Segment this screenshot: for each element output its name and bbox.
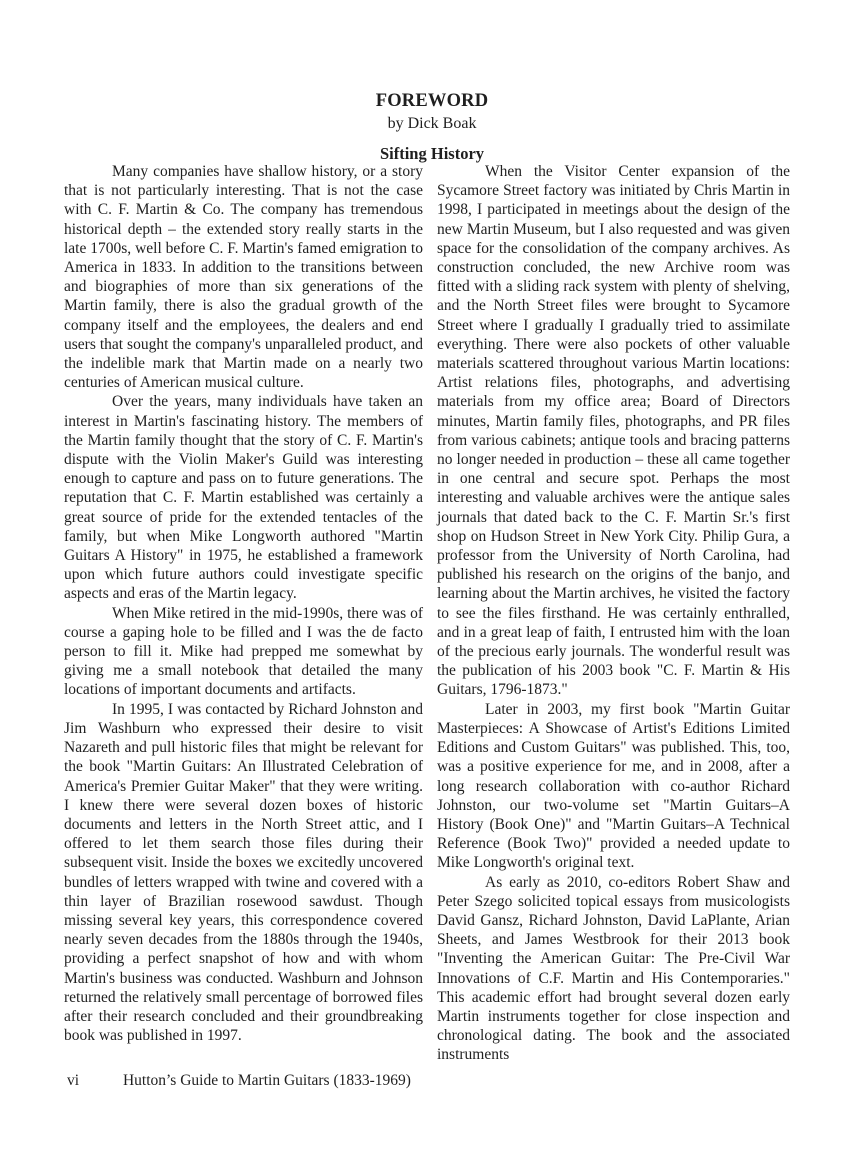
page-number: vi bbox=[67, 1072, 80, 1089]
paragraph: When Mike retired in the mid-1990s, there was of course a gaping hole to be filled and I was the de facto person to fill it. Mike had prepped me somewhat by giving me a small notebook that detailed the many locations of important documents and artifacts. bbox=[64, 604, 423, 699]
paragraph: Many companies have shallow history, or a story that is not particularly interesting. That is not the case with C. F. Martin & Co. The company has tremendous historical depth – the extended story really starts in the late 1700s, well before C. F. Martin's famed emigration to America in 1833. In addition to the transitions between and biographies of more than six generations of the Martin family, there is also the gradual growth of the company itself and the employees, the dealers and end users that sought the company's unparalleled product, and the indelible mark that Martin made on a nearly two centuries of American musical culture. bbox=[64, 163, 423, 392]
paragraph: Later in 2003, my first book "Martin Guitar Masterpieces: A Showcase of Artist's Editions Limited Editions and Custom Guitars" was published. This, too, was a positive experience for me, and in 2008, after a long research collaboration with co-author Richard Johnston, our two-volume set "Martin Guitars–A History (Book One)" and "Martin Guitars–A Technical Reference (Book Two)" provided a needed update to Mike Longworth's original text. bbox=[437, 700, 790, 872]
paragraph: In 1995, I was contacted by Richard Johnston and Jim Washburn who expressed their desire to visit Nazareth and pull historic files that might be relevant for the book "Martin Guitars: An Illustrated Celebration of America's Premier Guitar Maker" that they were writing. I knew there were several dozen boxes of historic documents and letters in the North Street attic, and I offered to let them search those files during their subsequent visit. Inside the boxes we excitedly uncovered bundles of letters wrapped with twine and covered with a thin layer of Brazilian rosewood sawdust. Though missing several key years, this correspondence covered nearly seven decades from the 1880s through the 1940s, providing a perfect snapshot of how and with whom Martin's business was conducted. Washburn and Johnson returned the relatively small percentage of borrowed files after their research concluded and their groundbreaking book was published in 1997. bbox=[64, 700, 423, 1045]
two-column-text-block bbox=[64, 162, 790, 1065]
footer-book-title: Hutton’s Guide to Martin Guitars (1833-1969) bbox=[122, 1072, 411, 1089]
page-title: FOREWORD bbox=[375, 91, 489, 111]
byline: by Dick Boak bbox=[387, 115, 477, 133]
paragraph: Over the years, many individuals have taken an interest in Martin's fascinating history. The members of the Martin family thought that the story of C. F. Martin's dispute with the Violin Maker's Guild was interesting enough to capture and pass on to future generations. The reputation that C. F. Martin established was certainly a great source of pride for the extended tentacles of the family, but when Mike Longworth authored "Martin Guitars A History" in 1975, he established a framework upon which future authors could investigate specific aspects and eras of the Martin legacy. bbox=[64, 393, 423, 603]
paragraph: When the Visitor Center expansion of the Sycamore Street factory was initiated by Chris Martin in 1998, I participated in meetings about the design of the new Martin Museum, but I also requested and was given space for the consolidation of the company archives. As construction concluded, the new Archive room was fitted with a sliding rack system with plenty of shelving, and the North Street files were brought to Sycamore Street where I gradually I gradually tried to assimilate everything. There were also pockets of other valuable materials scattered throughout various Martin locations: Artist relations files, photographs, and advertising materials from my office area; Board of Directors minutes, Martin family files, photographs, and PR files from various cabinets; antique tools and bracing patterns no longer needed in production – these all came together in one central and secure spot. Perhaps the most interesting and valuable archives were the antique sales journals that dated back to the C. F. Martin Sr.'s first shop on Hudson Street in New York City. Philip Gura, a professor from the University of North Carolina, had published his research on the origins of the banjo, and learning about the Martin archives, he visited the factory to see the files firsthand. He was certainly enthralled, and in a great leap of faith, I entrusted him with the loan of the precious early journals. The wonderful result was the publication of his 2003 book "C. F. Martin & His Guitars, 1796-1873." bbox=[437, 163, 790, 699]
page-header bbox=[0, 0, 864, 163]
paragraph: As early as 2010, co-editors Robert Shaw and Peter Szego solicited topical essays from musicologists David Gansz, Richard Johnston, David LaPlante, Arian Sheets, and James Westbrook for their 2013 book "Inventing the American Guitar: The Pre-Civil War Innovations of C.F. Martin and His Contemporaries." This academic effort had brought several dozen early Martin instruments together for close inspection and chronological dating. The book and the associated instruments bbox=[437, 873, 790, 1064]
right-column bbox=[437, 162, 790, 1065]
section-title: Sifting History bbox=[379, 143, 485, 163]
page-footer bbox=[64, 1071, 790, 1090]
left-column bbox=[64, 162, 423, 1065]
